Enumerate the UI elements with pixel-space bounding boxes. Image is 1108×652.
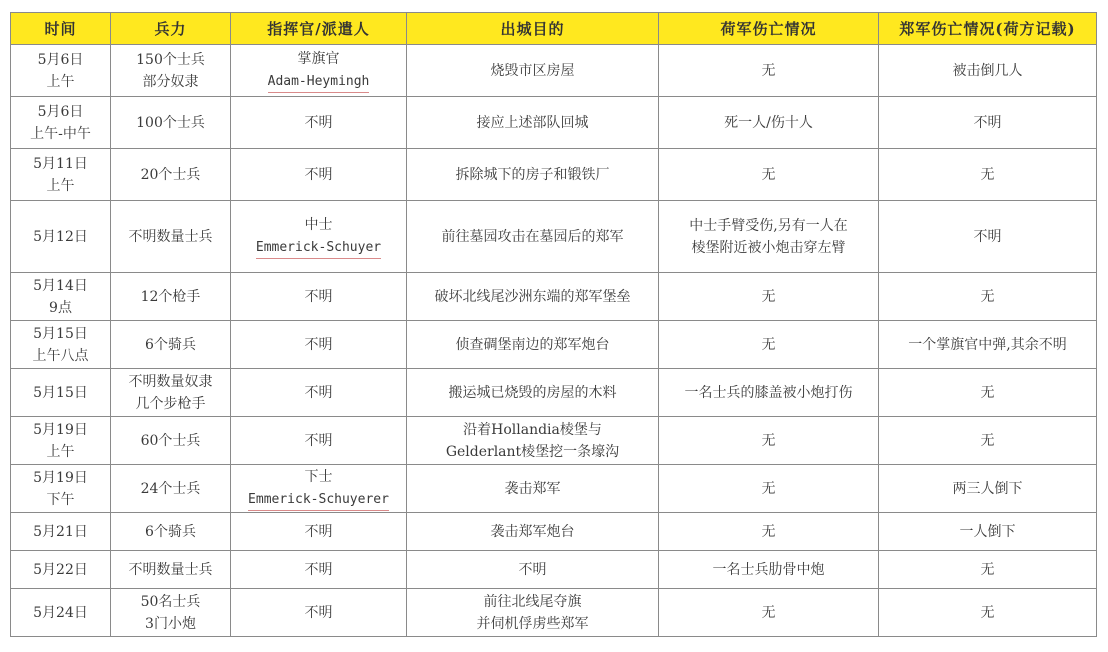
cell-line [235,48,402,70]
cell-line [883,430,1092,452]
cell-line [115,112,226,134]
cell-line [411,591,654,613]
cell-line [663,559,874,581]
cell-text: 死一人/伤十人 [724,114,813,131]
cell-text: 拆除城下的房子和锻铁厂 [455,166,610,183]
cell-text: 无 [761,604,776,621]
cell-force [111,551,231,589]
cell-line [235,286,402,308]
cell-line [411,521,654,543]
cell-text: 并伺机俘虏些郑军 [476,615,589,632]
cell-text: 6个骑兵 [145,523,196,540]
cell-line [115,591,226,613]
cell-line [15,101,106,123]
cell-line [411,559,654,581]
cell-text: 掌旗官 [297,51,340,67]
cell-line [15,559,106,581]
table-row [11,321,1097,369]
cell-line [883,478,1092,500]
cell-line [235,236,402,259]
cell-purpose [407,201,659,273]
cell-text: 不明数量士兵 [128,228,213,245]
cell-dutch-casualties [659,465,879,513]
cell-force [111,589,231,637]
cell-text: 无 [761,166,776,183]
cell-zheng-casualties [879,369,1097,417]
cell-line [663,112,874,134]
cell-line [115,164,226,186]
cell-force [111,201,231,273]
cell-force [111,513,231,551]
cell-dutch-casualties [659,321,879,369]
cell-line [115,334,226,356]
cell-date [11,201,111,273]
cell-text: 无 [761,523,776,540]
cell-line [15,175,106,197]
cell-text: 无 [761,62,776,79]
cell-commander [231,551,407,589]
cell-line [663,602,874,624]
cell-line [883,559,1092,581]
officer-name: Adam-Heymingh [268,72,370,93]
cell-commander [231,589,407,637]
cell-text: 5月6日 [37,103,84,120]
cell-line [411,286,654,308]
cell-line [15,602,106,624]
cell-date [11,551,111,589]
table-header [11,13,1097,45]
cell-line [883,226,1092,248]
cell-date [11,465,111,513]
cell-text: 不明数量士兵 [128,561,213,578]
cell-text: 前往墓园攻击在墓园后的郑军 [441,228,624,245]
cell-line [411,334,654,356]
cell-line [235,488,402,511]
cell-text: 不明 [304,604,333,621]
cell-line [115,478,226,500]
cell-purpose [407,369,659,417]
cell-line [411,112,654,134]
cell-zheng-casualties [879,551,1097,589]
cell-line [883,286,1092,308]
cell-text: 不明 [304,523,333,540]
cell-text: 6个骑兵 [145,336,196,353]
cell-line [15,419,106,441]
table-row [11,369,1097,417]
cell-zheng-casualties [879,465,1097,513]
cell-line [883,602,1092,624]
cell-line [883,382,1092,404]
cell-purpose [407,45,659,97]
cell-text: 20个士兵 [140,166,201,183]
cell-text: 不明 [973,114,1002,131]
cell-text: 无 [980,432,995,449]
cell-text: 沿着Hollandia棱堡与 [463,421,602,438]
cell-commander [231,369,407,417]
cell-line [663,237,874,259]
cell-line [115,393,226,415]
table-row [11,273,1097,321]
cell-text: 下士 [304,469,333,485]
cell-text: 5月11日 [33,155,88,172]
cell-text: 无 [980,384,995,401]
cell-text: 无 [980,604,995,621]
cell-line [115,430,226,452]
cell-force [111,321,231,369]
cell-text: 烧毁市区房屋 [490,62,575,79]
cell-dutch-casualties [659,201,879,273]
header-force: 兵力 [111,13,231,45]
cell-line [235,521,402,543]
cell-dutch-casualties [659,417,879,465]
cell-text: 中士 [304,217,333,233]
cell-line [663,521,874,543]
cell-line [15,153,106,175]
cell-text: 无 [761,336,776,353]
cell-text: 一名士兵的膝盖被小炮打伤 [684,384,853,401]
cell-line [15,489,106,511]
cell-text: 5月24日 [33,604,88,621]
cell-text: 不明 [304,336,333,353]
cell-text: 不明数量奴隶 [128,373,213,390]
cell-text: 9点 [49,299,72,316]
cell-line [235,164,402,186]
cell-dutch-casualties [659,551,879,589]
cell-line [15,226,106,248]
cell-dutch-casualties [659,97,879,149]
cell-commander [231,513,407,551]
cell-line [235,466,402,488]
cell-zheng-casualties [879,97,1097,149]
cell-text: 24个士兵 [140,480,201,497]
cell-line [663,478,874,500]
cell-text: 无 [761,432,776,449]
cell-line [883,521,1092,543]
cell-text: 5月19日 [33,421,88,438]
table-row [11,513,1097,551]
cell-purpose [407,551,659,589]
table-row [11,465,1097,513]
table-row [11,45,1097,97]
cell-date [11,45,111,97]
cell-date [11,513,111,551]
table-body [11,45,1097,637]
cell-line [115,371,226,393]
cell-date [11,97,111,149]
cell-line [15,382,106,404]
cell-text: 100个士兵 [136,114,205,131]
cell-line [15,275,106,297]
cell-date [11,589,111,637]
cell-zheng-casualties [879,513,1097,551]
cell-line [15,297,106,319]
cell-text: 几个步枪手 [135,395,206,412]
officer-name: Emmerick-Schuyerer [248,490,389,511]
cell-line [663,430,874,452]
cell-purpose [407,273,659,321]
cell-line [15,441,106,463]
cell-text: 袭击郑军炮台 [490,523,575,540]
cell-text: 不明 [304,166,333,183]
cell-text: 袭击郑军 [504,480,561,497]
cell-text: 无 [980,561,995,578]
header-row [11,13,1097,45]
cell-line [115,226,226,248]
cell-dutch-casualties [659,513,879,551]
cell-line [115,49,226,71]
cell-text: 50名士兵 [140,593,201,610]
cell-text: 下午 [46,491,75,508]
cell-text: 一个掌旗官中弹,其余不明 [908,336,1067,353]
cell-text: 60个士兵 [140,432,201,449]
cell-force [111,465,231,513]
cell-force [111,45,231,97]
cell-line [411,478,654,500]
cell-text: 一名士兵肋骨中炮 [712,561,825,578]
cell-commander [231,201,407,273]
cell-line [883,60,1092,82]
cell-line [115,613,226,635]
cell-date [11,417,111,465]
cell-purpose [407,97,659,149]
cell-text: 不明 [304,288,333,305]
cell-dutch-casualties [659,369,879,417]
cell-line [15,71,106,93]
cell-zheng-casualties [879,321,1097,369]
cell-line [15,323,106,345]
cell-line [411,613,654,635]
cell-text: 棱堡附近被小炮击穿左臂 [691,239,846,256]
cell-text: 5月21日 [33,523,88,540]
header-purpose: 出城目的 [407,13,659,45]
cell-line [883,334,1092,356]
cell-dutch-casualties [659,149,879,201]
table-row [11,149,1097,201]
table-row [11,201,1097,273]
header-commander: 指挥官/派遣人 [231,13,407,45]
cell-text: 一人倒下 [959,523,1016,540]
cell-line [411,382,654,404]
cell-text: 接应上述部队回城 [476,114,589,131]
cell-zheng-casualties [879,149,1097,201]
cell-line [411,164,654,186]
cell-line [411,419,654,441]
table-row [11,589,1097,637]
cell-text: 破坏北线尾沙洲东端的郑军堡垒 [434,288,631,305]
cell-line [15,467,106,489]
cell-force [111,97,231,149]
cell-line [663,60,874,82]
table-row [11,97,1097,149]
cell-date [11,369,111,417]
cell-line [235,430,402,452]
cell-date [11,149,111,201]
cell-purpose [407,417,659,465]
cell-text: 上午-中午 [30,125,91,142]
cell-line [663,215,874,237]
cell-line [663,334,874,356]
cell-commander [231,321,407,369]
cell-zheng-casualties [879,273,1097,321]
cell-line [235,559,402,581]
cell-text: 上午 [46,443,75,460]
cell-line [411,441,654,463]
cell-commander [231,97,407,149]
cell-line [15,521,106,543]
cell-text: 不明 [304,432,333,449]
cell-line [15,345,106,367]
cell-purpose [407,149,659,201]
cell-purpose [407,321,659,369]
cell-text: 无 [980,288,995,305]
cell-text: 不明 [304,114,333,131]
cell-force [111,369,231,417]
cell-text: 上午 [46,177,75,194]
header-zheng-casualties: 郑军伤亡情况(荷方记载) [879,13,1097,45]
cell-text: 无 [761,480,776,497]
cell-zheng-casualties [879,45,1097,97]
cell-zheng-casualties [879,417,1097,465]
cell-line [15,123,106,145]
cell-text: 5月22日 [33,561,88,578]
cell-line [235,70,402,93]
cell-date [11,321,111,369]
cell-force [111,149,231,201]
cell-text: 不明 [973,228,1002,245]
cell-commander [231,417,407,465]
cell-line [115,559,226,581]
cell-commander [231,149,407,201]
cell-commander [231,45,407,97]
cell-line [15,49,106,71]
cell-text: 中士手臂受伤,另有一人在 [689,217,848,234]
cell-text: 无 [761,288,776,305]
cell-text: Gelderlant棱堡挖一条壕沟 [445,443,620,460]
cell-line [115,286,226,308]
cell-line [411,226,654,248]
cell-purpose [407,465,659,513]
cell-text: 无 [980,166,995,183]
cell-text: 被击倒几人 [952,62,1023,79]
cell-line [115,521,226,543]
header-dutch-casualties: 荷军伤亡情况 [659,13,879,45]
cell-line [883,164,1092,186]
cell-text: 不明 [304,384,333,401]
cell-force [111,273,231,321]
cell-text: 5月12日 [33,228,88,245]
sortie-records-table-container [10,12,1096,637]
cell-line [235,334,402,356]
cell-purpose [407,589,659,637]
cell-text: 部分奴隶 [142,73,199,90]
cell-text: 12个枪手 [140,288,201,305]
cell-text: 搬运城已烧毁的房屋的木料 [448,384,617,401]
cell-text: 上午 [46,73,75,90]
cell-text: 5月14日 [33,277,88,294]
cell-line [235,382,402,404]
cell-text: 不明 [518,561,547,578]
cell-line [663,164,874,186]
cell-text: 5月15日 [33,325,88,342]
cell-text: 5月15日 [33,384,88,401]
cell-line [235,112,402,134]
cell-text: 两三人倒下 [952,480,1023,497]
cell-commander [231,273,407,321]
cell-text: 5月19日 [33,469,88,486]
cell-line [411,60,654,82]
cell-commander [231,465,407,513]
cell-purpose [407,513,659,551]
cell-dutch-casualties [659,45,879,97]
officer-name: Emmerick-Schuyer [256,238,381,259]
cell-line [235,602,402,624]
table-row [11,551,1097,589]
cell-line [115,71,226,93]
cell-text: 上午八点 [32,347,89,364]
cell-text: 不明 [304,561,333,578]
sortie-records-table [10,12,1097,637]
cell-zheng-casualties [879,201,1097,273]
cell-text: 侦查碉堡南边的郑军炮台 [455,336,610,353]
cell-force [111,417,231,465]
cell-line [663,286,874,308]
cell-text: 3门小炮 [145,615,196,632]
cell-line [883,112,1092,134]
cell-line [235,214,402,236]
cell-date [11,273,111,321]
cell-text: 5月6日 [37,51,84,68]
cell-line [663,382,874,404]
cell-dutch-casualties [659,273,879,321]
cell-text: 150个士兵 [136,51,205,68]
table-row [11,417,1097,465]
cell-zheng-casualties [879,589,1097,637]
cell-dutch-casualties [659,589,879,637]
header-date: 时间 [11,13,111,45]
cell-text: 前往北线尾夺旗 [483,593,582,610]
